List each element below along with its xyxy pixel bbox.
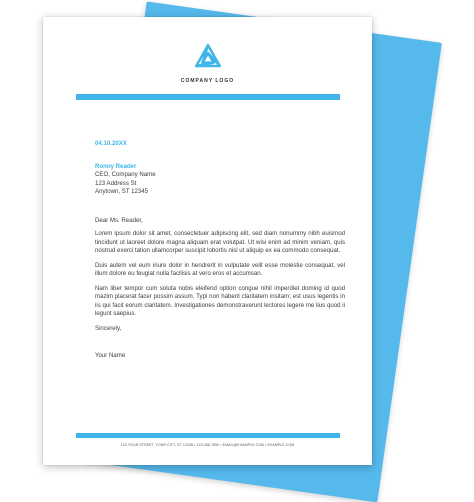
body-paragraph-1: Lorem ipsum dolor sit amet, consectetuer adipiscing elit, sed diam nonummy nibh euismod tincidunt ut laoreet dolore magna aliquam erat volutpat. Ut wisi enim ad minim veniam, quis nostrud exerci tation ullamcorper suscipit lobortis nisl ut aliquip ex ea commodo consequat.: [95, 230, 345, 254]
recipient-city: Anytown, ST 12345: [95, 188, 149, 195]
logo: [43, 43, 372, 84]
recipient-address: 123 Address St: [95, 179, 137, 187]
letter-body: [95, 140, 345, 361]
body-paragraph-3: Nam liber tempor cum soluta nobis eleifend option congue nihil imperdiet doming id quod mazim placerat facer possim assum. Typi non habent claritatem insitam; est usus legentis in iis qui facit eorum claritatem. Investigationes demonstraverunt lectores legere me lius quod ii legunt saepius.: [95, 284, 345, 317]
header-accent-bar: [76, 94, 340, 100]
footer-contact: 123 YOUR STREET, YOUR CITY, ST 12345 • 123.456.7890 • EMAIL@EXAMPLE.COM • EXAMPLE.COM: [120, 443, 295, 447]
letter-date: 04.10.20XX: [95, 140, 127, 147]
recipient-name: Ronny Reader: [95, 162, 137, 170]
salutation: Dear Ms. Reader,: [95, 216, 143, 224]
recipient-block: [95, 163, 345, 197]
letterhead-page: [43, 17, 372, 465]
triangle-knot-logo-icon: [194, 43, 222, 71]
signature-name: Your Name: [95, 352, 126, 359]
footer-accent-bar: [76, 433, 340, 438]
recipient-title: CEO, Company Name: [95, 171, 156, 178]
closing: Sincerely,: [95, 324, 122, 332]
logo-text: COMPANY LOGO: [180, 78, 235, 84]
body-paragraph-2: Duis autem vel eum iriure dolor in hendrerit in vulputate velit esse molestie consequat, vel illum dolore eu feugiat nulla facilisis at vero eros et accumsan.: [95, 261, 345, 277]
